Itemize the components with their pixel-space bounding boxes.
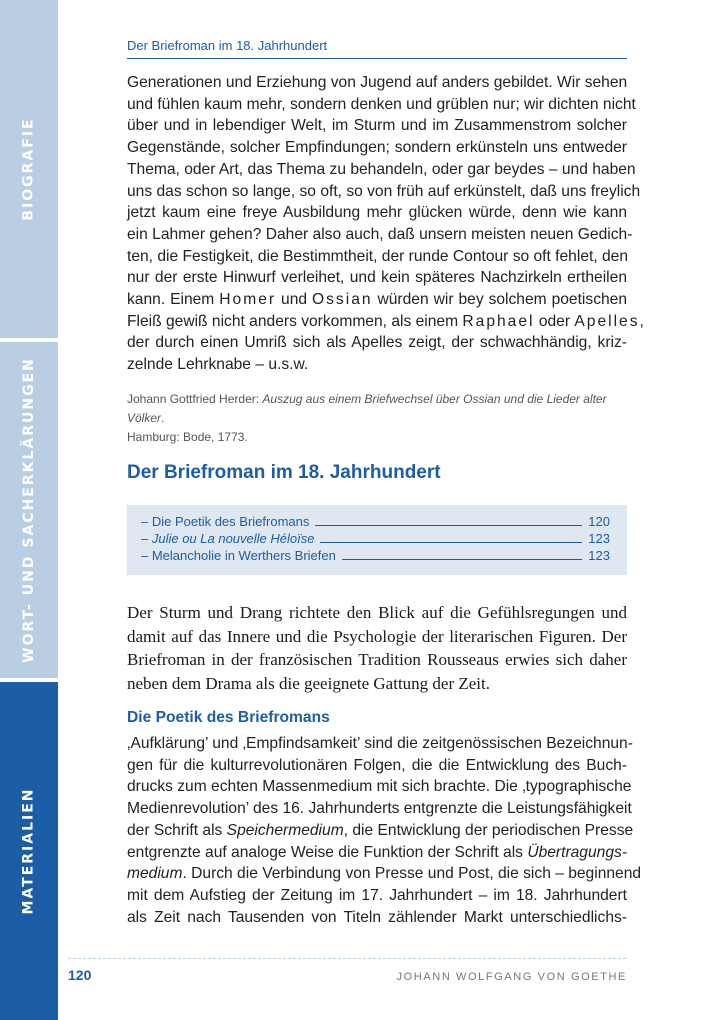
- table-of-contents-box: [127, 505, 627, 575]
- toc-leader: [342, 559, 582, 560]
- quote-line: ein Lahmer gehen? Daher also auch, daß unsern meisten neuen Gedich-: [127, 225, 633, 243]
- body-paragraph: [127, 733, 642, 928]
- toc-entry-page: 120: [588, 514, 610, 529]
- page-number: 120: [68, 967, 92, 983]
- quote-line: über und in lebendiger Welt, im Sturm und im Zusammenstrom solcher: [127, 117, 627, 135]
- footer-book-title: JOHANN WOLFGANG VON GOETHE: [396, 971, 627, 983]
- footer-rule: [68, 958, 626, 959]
- quote-line: uns das schon so lange, so oft, so von früh auf erkünstelt, daß uns freylich: [127, 182, 641, 200]
- toc-entry[interactable]: [141, 546, 610, 563]
- sidebar: [0, 0, 58, 1020]
- section-title: Der Briefroman im 18. Jahrhundert: [127, 462, 441, 483]
- body-line: drucks zum echten Massenmedium mit sich brachte. Die ‚typographische: [127, 778, 632, 796]
- body-line: ‚Aufklärung’ und ‚Empfindsamkeit’ sind die zeitgenössischen Bezeichnun-: [127, 735, 633, 752]
- toc-leader: [320, 542, 582, 543]
- toc-entry-label: – Melancholie in Werthers Briefen: [141, 548, 336, 563]
- quote-line: der durch einen Umriß sich als Apelles zeigt, der schwachhändig, kriz-: [127, 334, 627, 352]
- tab-materialien-label: MATERIALIEN: [21, 787, 37, 915]
- body-line: mit dem Aufstieg der Zeitung im 17. Jahrhundert – im 18. Jahrhundert: [127, 886, 627, 904]
- quote-line: jetzt kaum eine freye Ausbildung mehr glücken würde, denn wie kann: [127, 204, 627, 222]
- tab-wort-label: WORT- UND SACHERKLÄRUNGEN: [21, 357, 37, 663]
- source-title: Auszug aus einem Briefwechsel über Ossian und die Lieder alter Völker: [127, 392, 607, 425]
- toc-entry-label: – Die Poetik des Briefromans: [141, 514, 310, 529]
- body-line: entgrenzte auf analoge Weise die Funktion der Schrift als Übertragungs-: [127, 843, 627, 861]
- header-rule: [127, 58, 627, 59]
- intro-line: Der Sturm und Drang richtete den Blick auf die Gefühlsregungen und: [127, 603, 627, 622]
- quote-line: und fühlen kaum mehr, sondern denken und grüblen nur; wir dichten nicht: [127, 95, 636, 113]
- body-line: Medienrevolution’ des 16. Jahrhunderts entgrenzte die Leistungsfähigkeit: [127, 800, 632, 818]
- source-end: .: [161, 411, 165, 425]
- body-line: als Zeit nach Tausenden von Titeln zählender Markt unterschiedlichs-: [127, 908, 627, 926]
- toc-entry-page: 123: [588, 531, 610, 546]
- toc-entry[interactable]: [141, 512, 610, 529]
- quote-source: [127, 390, 627, 447]
- body-line: gen für die kulturrevolutionären Folgen, die die Entwicklung des Buch-: [127, 756, 627, 774]
- body-line: medium. Durch die Verbindung von Presse und Post, die sich – beginnend: [127, 865, 642, 883]
- quote-line: nur der erste Hinwurf verleihet, und kein späteres Nachzirkeln ertheilen: [127, 269, 627, 287]
- quote-text: [127, 72, 644, 376]
- toc-entry-label: – Julie ou La nouvelle Héloïse: [141, 531, 315, 546]
- intro-line: Briefroman in der französischen Tradition Rousseaus erwies sich daher: [127, 650, 627, 669]
- intro-line: neben dem Drama als die geeignete Gattung der Zeit.: [127, 673, 490, 693]
- intro-paragraph: [127, 601, 627, 695]
- toc-entry[interactable]: [141, 529, 610, 546]
- quote-line: Thema, oder Art, das Thema zu behandeln, oder gar beydes – und haben: [127, 160, 636, 178]
- quote-line: kann. Einem Homer und Ossian würden wir bey solchem poetischen: [127, 291, 628, 309]
- source-publication: Hamburg: Bode, 1773.: [127, 430, 248, 444]
- quote-line: ten, die Festigkeit, die Bestimmtheit, der runde Contour so oft fehlet, den: [127, 247, 629, 265]
- subheading: Die Poetik des Briefromans: [127, 709, 330, 726]
- quote-line: Gegenstände, solcher Empfindungen; sondern erkünsteln uns entweder: [127, 139, 627, 157]
- body-line: der Schrift als Speichermedium, die Entwicklung der periodischen Presse: [127, 821, 634, 839]
- tab-wort-und-sacherklaerungen[interactable]: [0, 342, 58, 678]
- intro-line: damit auf das Innere und die Psychologie der literarischen Figuren. Der: [127, 626, 627, 646]
- running-head: Der Briefroman im 18. Jahrhundert: [127, 38, 328, 53]
- tab-materialien[interactable]: [0, 682, 58, 1020]
- quote-line: zelnde Lehrknabe – u.s.w.: [127, 356, 309, 374]
- toc-entry-page: 123: [588, 548, 610, 563]
- tab-biografie-label: BIOGRAFIE: [21, 117, 38, 221]
- toc-leader: [315, 525, 582, 526]
- tab-biografie[interactable]: [0, 0, 58, 338]
- source-author: Johann Gottfried Herder:: [127, 392, 263, 406]
- quote-line: Fleiß gewiß nicht anders vorkommen, als einem Raphael oder Apelles,: [127, 312, 644, 330]
- quote-line: Generationen und Erziehung von Jugend auf anders gebildet. Wir sehen: [127, 74, 628, 91]
